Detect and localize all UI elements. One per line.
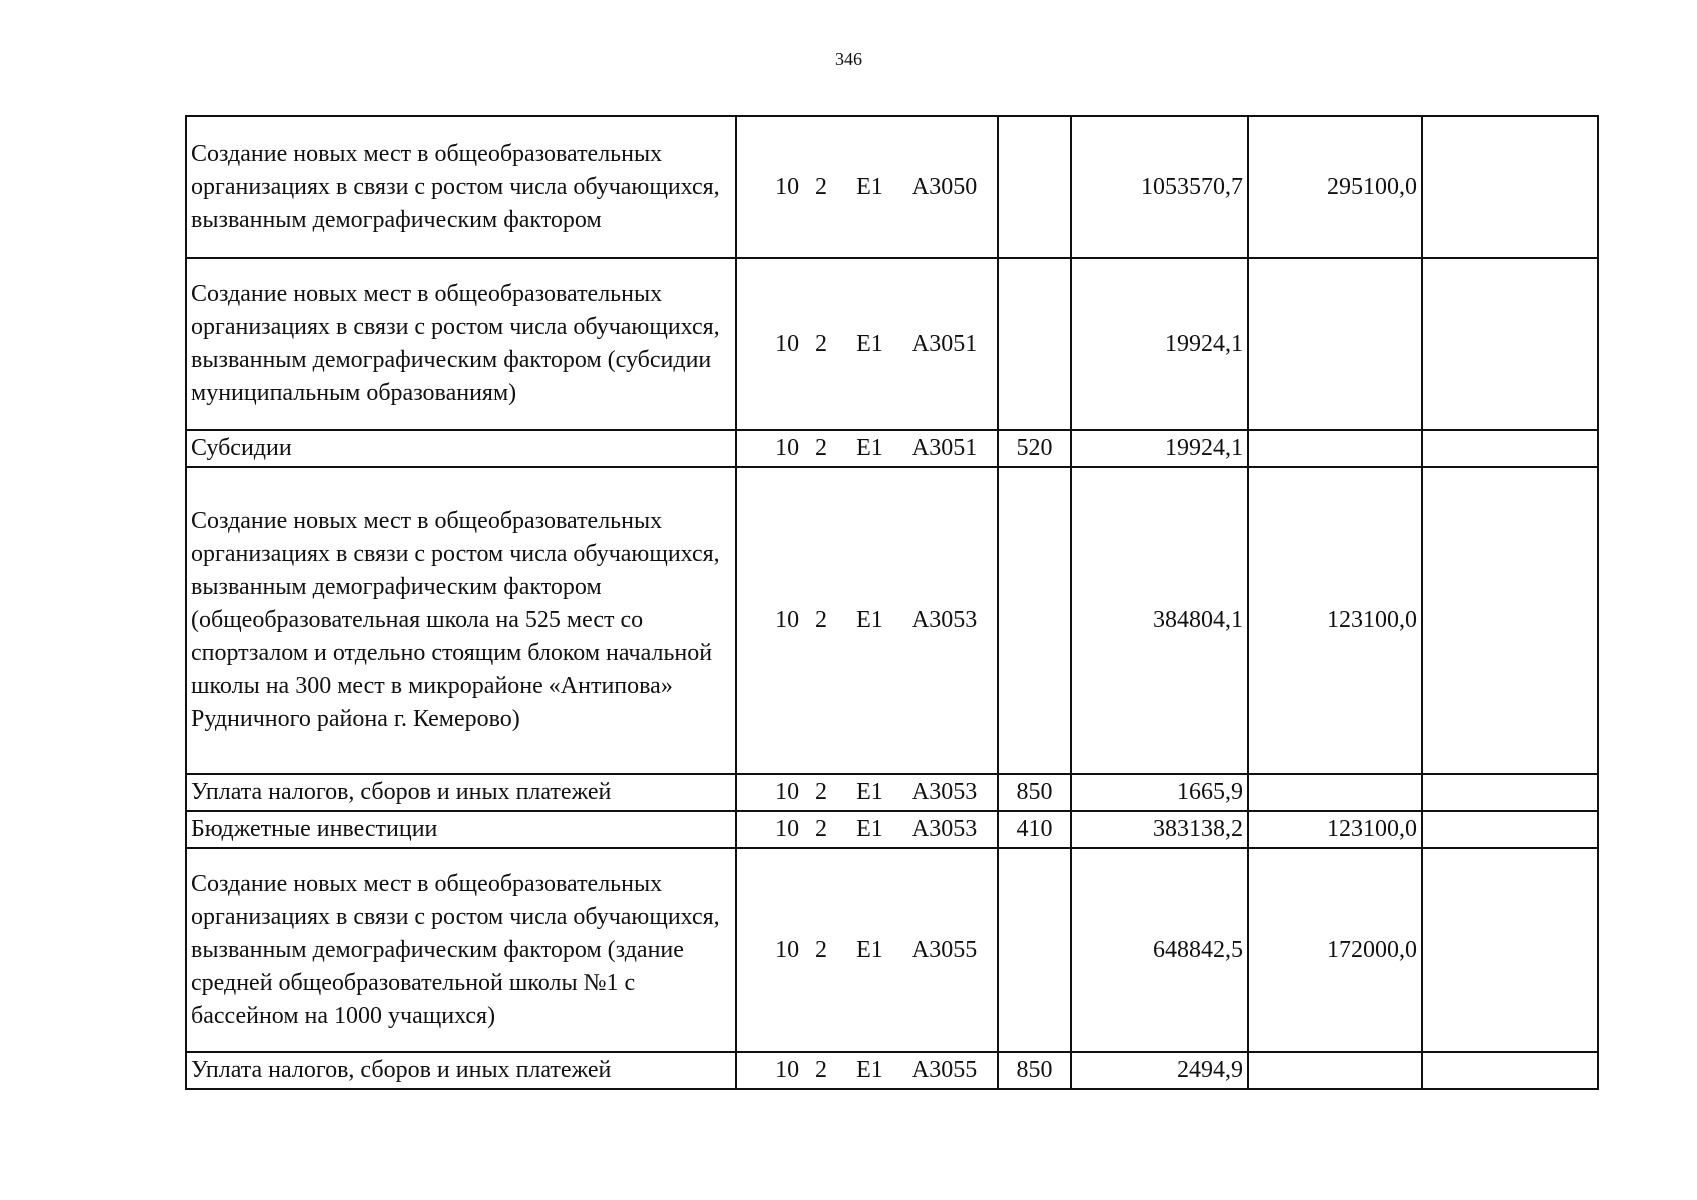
- amount-2: [1248, 1052, 1422, 1089]
- code-program: E1: [856, 330, 883, 357]
- amount-2: [1248, 258, 1422, 430]
- amount-1: 383138,2: [1071, 811, 1248, 848]
- code-section: 10: [775, 936, 800, 963]
- code-section: 10: [775, 173, 800, 200]
- code-program: E1: [856, 173, 883, 200]
- expense-type: 410: [998, 811, 1071, 848]
- row-codes: [736, 848, 998, 1052]
- amount-3: [1422, 1052, 1598, 1089]
- code-program: E1: [856, 435, 883, 461]
- amount-3: [1422, 116, 1598, 258]
- amount-2: [1248, 430, 1422, 467]
- row-codes: [736, 1052, 998, 1089]
- amount-2: 295100,0: [1248, 116, 1422, 258]
- amount-2: 123100,0: [1248, 811, 1422, 848]
- table-row: [186, 1052, 1598, 1089]
- code-subsection: 2: [814, 779, 827, 805]
- expense-type: 520: [998, 430, 1071, 467]
- row-name: Уплата налогов, сборов и иных платежей: [186, 774, 736, 811]
- amount-1: 2494,9: [1071, 1052, 1248, 1089]
- code-article: A3055: [911, 936, 978, 963]
- expense-type: 850: [998, 1052, 1071, 1089]
- code-subsection: 2: [814, 816, 827, 842]
- table-row: [186, 774, 1598, 811]
- expense-type: [998, 467, 1071, 774]
- code-article: A3055: [911, 1057, 978, 1083]
- code-program: E1: [856, 1057, 883, 1083]
- code-program: E1: [856, 936, 883, 963]
- row-name: Бюджетные инвестиции: [186, 811, 736, 848]
- expense-type: [998, 848, 1071, 1052]
- amount-1: 1665,9: [1071, 774, 1248, 811]
- page-number: 346: [835, 49, 862, 69]
- code-section: 10: [775, 816, 800, 842]
- amount-3: [1422, 848, 1598, 1052]
- expense-type: [998, 116, 1071, 258]
- amount-1: 384804,1: [1071, 467, 1248, 774]
- row-codes: [736, 467, 998, 774]
- code-program: E1: [856, 816, 883, 842]
- table-row: [186, 811, 1598, 848]
- code-article: A3051: [911, 435, 978, 461]
- amount-2: [1248, 774, 1422, 811]
- amount-1: 19924,1: [1071, 430, 1248, 467]
- code-program: E1: [856, 607, 883, 633]
- row-codes: [736, 430, 998, 467]
- code-subsection: 2: [814, 936, 827, 963]
- row-name: Создание новых мест в общеобразовательных организациях в связи с ростом числа обучающихся, вызванным демографическим фактором (общеобразовательная школа на 525 мест со спортзалом и отдельно стоящим блоком начальной школы на 300 мест в микрорайоне «Антипова» Рудничного района г. Кемерово): [186, 467, 736, 774]
- table-row: [186, 116, 1598, 258]
- code-section: 10: [775, 330, 800, 357]
- amount-3: [1422, 467, 1598, 774]
- table-row: [186, 848, 1598, 1052]
- row-codes: [736, 116, 998, 258]
- row-name: Субсидии: [186, 430, 736, 467]
- table-row: [186, 467, 1598, 774]
- code-article: A3053: [911, 816, 978, 842]
- row-name: Создание новых мест в общеобразовательных организациях в связи с ростом числа обучающихся, вызванным демографическим фактором: [186, 116, 736, 258]
- row-name: Уплата налогов, сборов и иных платежей: [186, 1052, 736, 1089]
- row-codes: [736, 258, 998, 430]
- code-subsection: 2: [814, 330, 827, 357]
- expense-type: [998, 258, 1071, 430]
- code-article: A3051: [911, 330, 978, 357]
- code-article: A3053: [911, 779, 978, 805]
- row-name: Создание новых мест в общеобразовательных организациях в связи с ростом числа обучающихся, вызванным демографическим фактором (субсидии муниципальным образованиям): [186, 258, 736, 430]
- amount-3: [1422, 258, 1598, 430]
- code-section: 10: [775, 435, 800, 461]
- code-section: 10: [775, 779, 800, 805]
- amount-3: [1422, 774, 1598, 811]
- code-subsection: 2: [814, 607, 827, 633]
- code-program: E1: [856, 779, 883, 805]
- amount-2: 123100,0: [1248, 467, 1422, 774]
- code-section: 10: [775, 1057, 800, 1083]
- amount-1: 19924,1: [1071, 258, 1248, 430]
- row-codes: [736, 774, 998, 811]
- code-subsection: 2: [814, 435, 827, 461]
- code-section: 10: [775, 607, 800, 633]
- code-article: A3053: [911, 607, 978, 633]
- code-subsection: 2: [814, 173, 827, 200]
- amount-2: 172000,0: [1248, 848, 1422, 1052]
- amount-3: [1422, 811, 1598, 848]
- row-name: Создание новых мест в общеобразовательных организациях в связи с ростом числа обучающихся, вызванным демографическим фактором (здание средней общеобразовательной школы №1 с бассейном на 1000 учащихся): [186, 848, 736, 1052]
- amount-3: [1422, 430, 1598, 467]
- amount-1: 1053570,7: [1071, 116, 1248, 258]
- budget-table: [185, 115, 1599, 1090]
- row-codes: [736, 811, 998, 848]
- expense-type: 850: [998, 774, 1071, 811]
- amount-1: 648842,5: [1071, 848, 1248, 1052]
- table-row: [186, 430, 1598, 467]
- table-row: [186, 258, 1598, 430]
- code-article: A3050: [911, 173, 978, 200]
- code-subsection: 2: [814, 1057, 827, 1083]
